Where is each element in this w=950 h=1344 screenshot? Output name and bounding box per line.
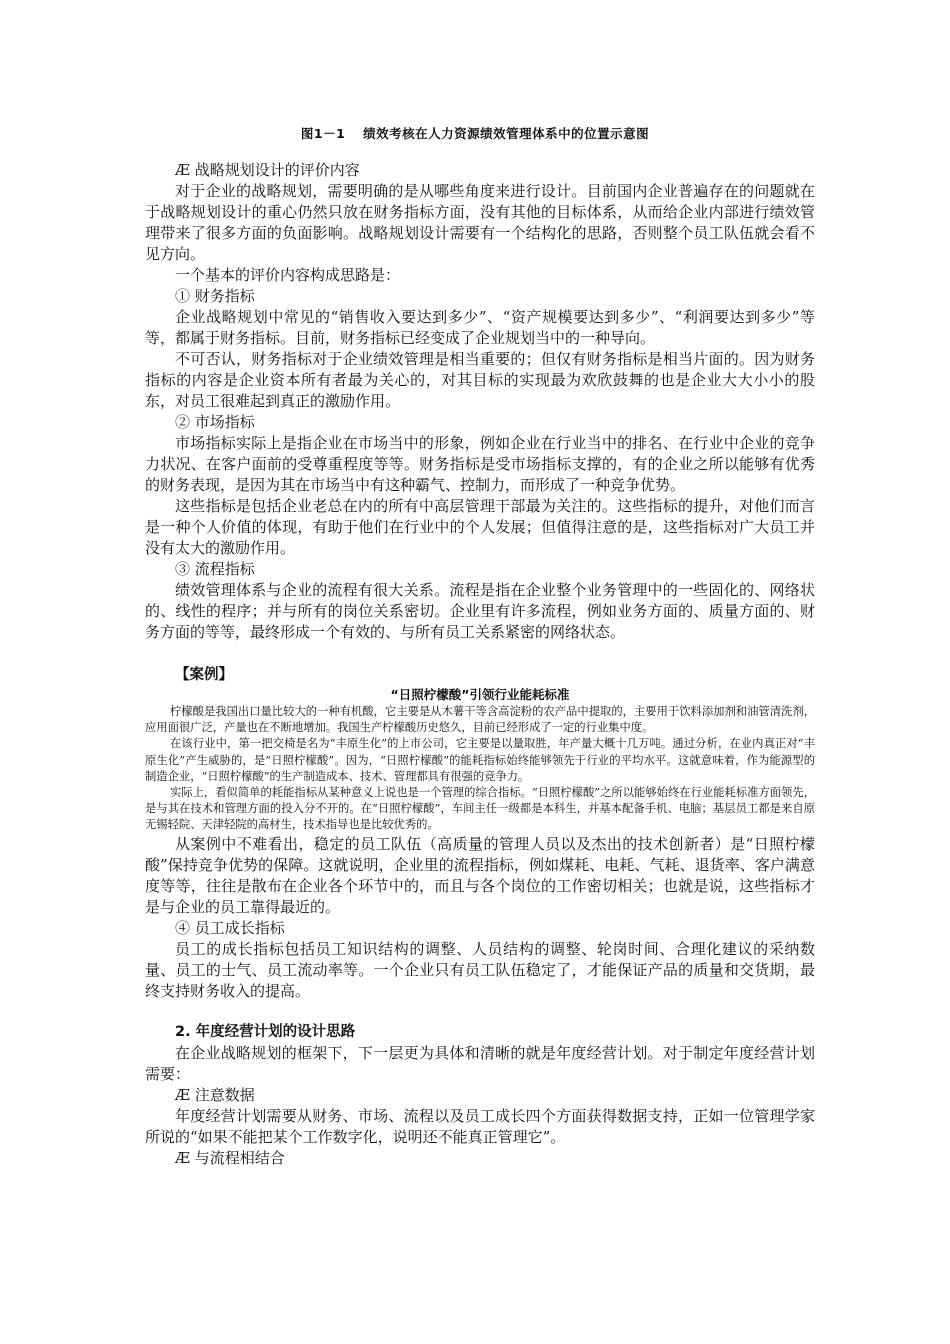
bullet-process: Æ 与流程相结合 <box>175 1148 285 1167</box>
figure-caption: 图1－1 绩效考核在人力资源绩效管理体系中的位置示意图 <box>300 126 650 141</box>
item-process-heading: ③ 流程指标 <box>175 560 255 578</box>
paragraph: 对于企业的战略规划，需要明确的是从哪些角度来进行设计。目前国内企业普遍存在的问题就在于战略规划设计的重心仍然只放在财务指标方面，没有其他的目标体系，从而给企业内部进行绩效管理带来了很多方面的负面影响。战略规划设计需要有一个结构化的思路，否则整个员工队伍就会看不见方向。 <box>145 182 815 263</box>
paragraph: 这些指标是包括企业老总在内的所有中高层管理干部最为关注的。这些指标的提升，对他们而言是一种个人价值的体现，有助于他们在行业中的个人发展；但值得注意的是，这些指标对广大员工并没有太大的激励作用。 <box>145 497 815 557</box>
paragraph: 年度经营计划需要从财务、市场、流程以及员工成长四个方面获得数据支持，正如一位管理学家所说的“如果不能把某个工作数字化，说明还不能真正管理它”。 <box>145 1106 815 1146</box>
paragraph: 市场指标实际上是指企业在市场当中的形象，例如企业在行业当中的排名、在行业中企业的竞争力状况、在客户面前的受尊重程度等等。财务指标是受市场指标支撑的，有的企业之所以能够有优秀的财务表现，是因为其在市场当中有这种霸气、控制力，而形成了一种竞争优势。 <box>145 434 815 494</box>
case-paragraph: 在该行业中，第一把交椅是名为“丰原生化”的上市公司，它主要是以量取胜，年产量大概十几万吨。通过分析，在业内真正对“丰原生化”产生威胁的，是“日照柠檬酸”。因为，“日照柠檬酸”的能耗指标始终能够领先于行业的平均水平。这就意味着，作为能源型的制造企业，“日照柠檬酸”的生产制造成本、技术、管理都具有很强的竞争力。 <box>145 737 815 783</box>
paragraph: 从案例中不难看出，稳定的员工队伍（高质量的管理人员以及杰出的技术创新者）是“日照柠檬酸”保持竞争优势的保障。这就说明，企业里的流程指标，例如煤耗、电耗、气耗、退货率、客户满意度等等，往往是散布在企业各个环节中的，而且与各个岗位的工作密切相关；也就是说，这些指标才是与企业的员工靠得最近的。 <box>145 834 815 916</box>
document-body <box>145 160 815 1169</box>
paragraph: 绩效管理体系与企业的流程有很大关系。流程是指在企业整个业务管理中的一些固化的、网络状的、线性的程序；并与所有的岗位关系密切。企业里有许多流程，例如业务方面的、质量方面的、财务方面的等等，最终形成一个有效的、与所有员工关系紧密的网络状态。 <box>145 581 815 641</box>
item-financial-heading: ① 财务指标 <box>175 287 255 305</box>
bullet-strategy-evaluation: Æ 战略规划设计的评价内容 <box>175 161 360 179</box>
case-paragraph: 实际上，看似简单的耗能指标从某种意义上说也是一个管理的综合指标。“日照柠檬酸”之所以能够始终在行业能耗标准方面领先，是与其在技术和管理方面的投入分不开的。在“日照柠檬酸”，车间主任一级都是本科生，并基本配备手机、电脑；基层员工都是来自原无锡轻院、天津轻院的高材生，技术指导也是比较优秀的。 <box>145 786 815 832</box>
paragraph: 在企业战略规划的框架下，下一层更为具体和清晰的就是年度经营计划。对于制定年度经营计划需要： <box>145 1043 815 1083</box>
paragraph: 不可否认，财务指标对于企业绩效管理是相当重要的；但仅有财务指标是相当片面的。因为财务指标的内容是企业资本所有者最为关心的，对其目标的实现最为欢欣鼓舞的也是企业大大小小的股东，对员工很难起到真正的激励作用。 <box>145 350 815 410</box>
case-body <box>145 704 815 834</box>
paragraph: 一个基本的评价内容构成思路是： <box>175 266 401 284</box>
paragraph: 企业战略规划中常见的“销售收入要达到多少”、“资产规模要达到多少”、“利润要达到多少”等等，都属于财务指标。目前，财务指标已经变成了企业规划当中的一种导向。 <box>145 308 815 347</box>
case-paragraph: 柠檬酸是我国出口量比较大的一种有机酸，它主要是从木薯干等含高淀粉的农产品中提取的，主要用于饮料添加剂和油管清洗剂，应用面很广泛，产量也在不断地增加。我国生产柠檬酸历史悠久，目前已经形成了一定的行业集中度。 <box>145 705 815 735</box>
section-heading: 2. 年度经营计划的设计思路 <box>175 1023 356 1040</box>
paragraph: 员工的成长指标包括员工知识结构的调整、人员结构的调整、轮岗时间、合理化建议的采纳数量、员工的士气、员工流动率等。一个企业只有员工队伍稳定了，才能保证产品的质量和交货期，最终支持财务收入的提高。 <box>145 939 815 1000</box>
item-growth-heading: ④ 员工成长指标 <box>175 918 285 937</box>
bullet-data: Æ 注意数据 <box>175 1085 255 1104</box>
case-label: 【案例】 <box>175 667 233 683</box>
case-title: “日照柠檬酸”引领行业能耗标准 <box>390 687 570 702</box>
item-market-heading: ② 市场指标 <box>175 413 255 431</box>
